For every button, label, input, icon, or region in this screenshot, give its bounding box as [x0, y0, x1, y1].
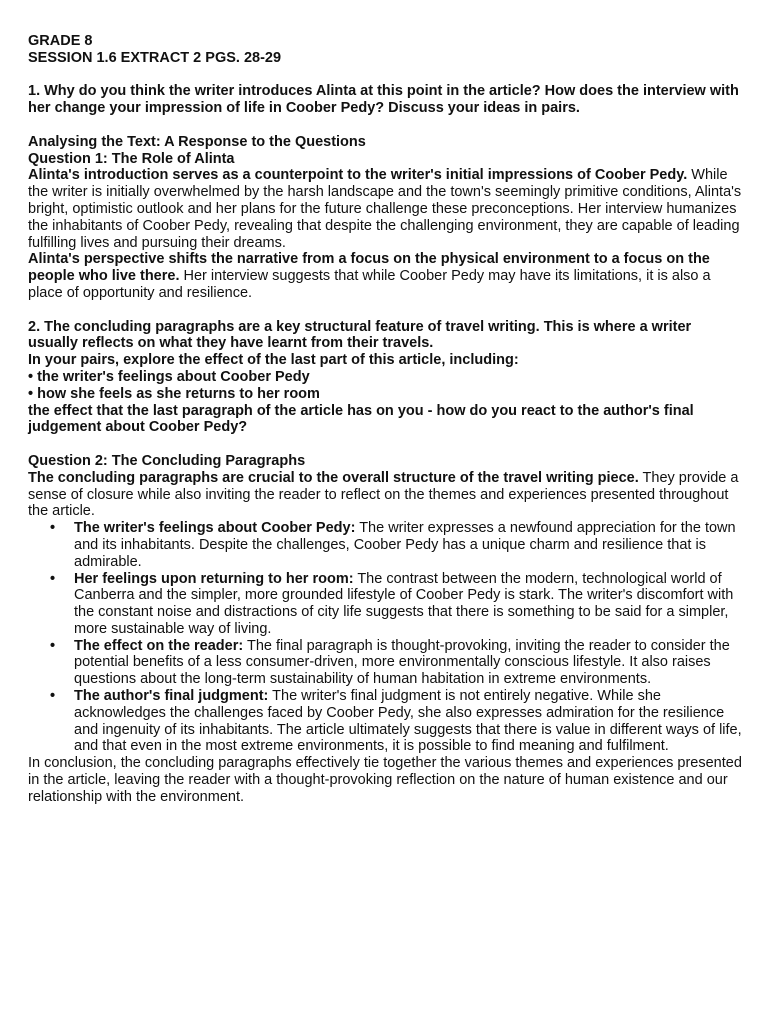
question-1-prompt: 1. Why do you think the writer introduces Alinta at this point in the article? How does the interview with her change your impression of life in Coober Pedy? Discuss your ideas in pairs. [28, 83, 739, 117]
list-item [74, 688, 744, 755]
list-item [74, 638, 744, 688]
bullet-text: The contrast between the modern, technological world of Canberra and the simpler, more grounded lifestyle of Coober Pedy is stark. The writer's discomfort with the constant noise and distractions of city life suggests that there is something to be said for a simpler, more sustainable way of living. [74, 570, 734, 637]
grade-heading: GRADE 8 [28, 33, 93, 49]
bullet-label: Her feelings upon returning to her room: [74, 570, 354, 587]
paragraph-lead: The concluding paragraphs are crucial to the overall structure of the travel writing piece. [28, 469, 639, 486]
paragraph-body: Her interview suggests that while Coober Pedy may have its limitations, it is also a place of opportunity and resilience. [28, 268, 711, 301]
spacer [28, 117, 744, 134]
question-2-point-2: • how she feels as she returns to her room [28, 385, 320, 402]
session-heading: SESSION 1.6 EXTRACT 2 PGS. 28-29 [28, 49, 282, 66]
question-1-heading: Question 1: The Role of Alinta [28, 150, 235, 167]
bullet-text: The writer expresses a newfound appreciation for the town and its inhabitants. Despite the challenges, Coober Pedy has a unique charm and resilience that is admirable. [74, 520, 736, 570]
list-item [74, 571, 744, 638]
spacer [28, 302, 744, 319]
bullet-text: The writer's final judgment is not entirely negative. While she acknowledges the challenges faced by Coober Pedy, she also expresses admiration for the resilience and ingenuity of its inhabitants. The article ultimately suggests that there is value in different ways of life, and that even in the most extreme environments, it is possible to find meaning and fulfilment. [74, 688, 742, 755]
paragraph-body: While the writer is initially overwhelmed by the harsh landscape and the town's seemingly primitive conditions, Alinta's bright, optimistic outlook and her plans for the future challenge these preconceptions. Her interview humanizes the inhabitants of Coober Pedy, revealing that despite the challenging environment, they are capable of leading fulfilling lives and pursuing their dreams. [28, 167, 742, 251]
question-2-prompt: 2. The concluding paragraphs are a key structural feature of travel writing. This is where a writer usually reflects on what they have learnt from their travels. [28, 318, 692, 352]
paragraph-body: They provide a sense of closure while also inviting the reader to reflect on the themes and experiences presented throughout the article. [28, 469, 739, 520]
spacer [28, 67, 744, 84]
question-2-point-1: • the writer's feelings about Coober Pedy [28, 368, 310, 385]
analysis-heading: Analysing the Text: A Response to the Questions [28, 133, 366, 150]
paragraph-lead: Alinta's introduction serves as a counterpoint to the writer's initial impressions of Coober Pedy. [28, 167, 688, 184]
spacer [28, 436, 744, 453]
bullet-label: The author's final judgment: [74, 688, 269, 705]
question-2-instruction: In your pairs, explore the effect of the last part of this article, including: [28, 352, 519, 369]
bullet-label: The effect on the reader: [74, 637, 244, 654]
paragraph-lead: Alinta's perspective shifts the narrative from a focus on the physical environment to a focus on the people who live there. [28, 251, 710, 285]
conclusion-paragraph: In conclusion, the concluding paragraphs effectively tie together the various themes and experiences presented in the article, leaving the reader with a thought-provoking reflection on the nature of human existence and our relationship with the environment. [28, 755, 742, 805]
question-2-point-3: the effect that the last paragraph of the article has on you - how do you react to the author's final judgement about Coober Pedy? [28, 402, 694, 436]
bullet-label: The writer's feelings about Coober Pedy: [74, 520, 356, 537]
question-2-intro [28, 470, 744, 520]
question-1-paragraph-2 [28, 251, 744, 301]
list-item [74, 520, 744, 570]
question-2-heading: Question 2: The Concluding Paragraphs [28, 452, 306, 469]
question-1-paragraph-1 [28, 167, 744, 251]
bullet-text: The final paragraph is thought-provoking, inviting the reader to consider the potential benefits of a less consumer-driven, more environmentally conscious lifestyle. It also raises questions about the long-term sustainability of human habitation in extreme environments. [74, 637, 730, 688]
bullet-list [28, 520, 744, 755]
document-page [28, 33, 744, 806]
